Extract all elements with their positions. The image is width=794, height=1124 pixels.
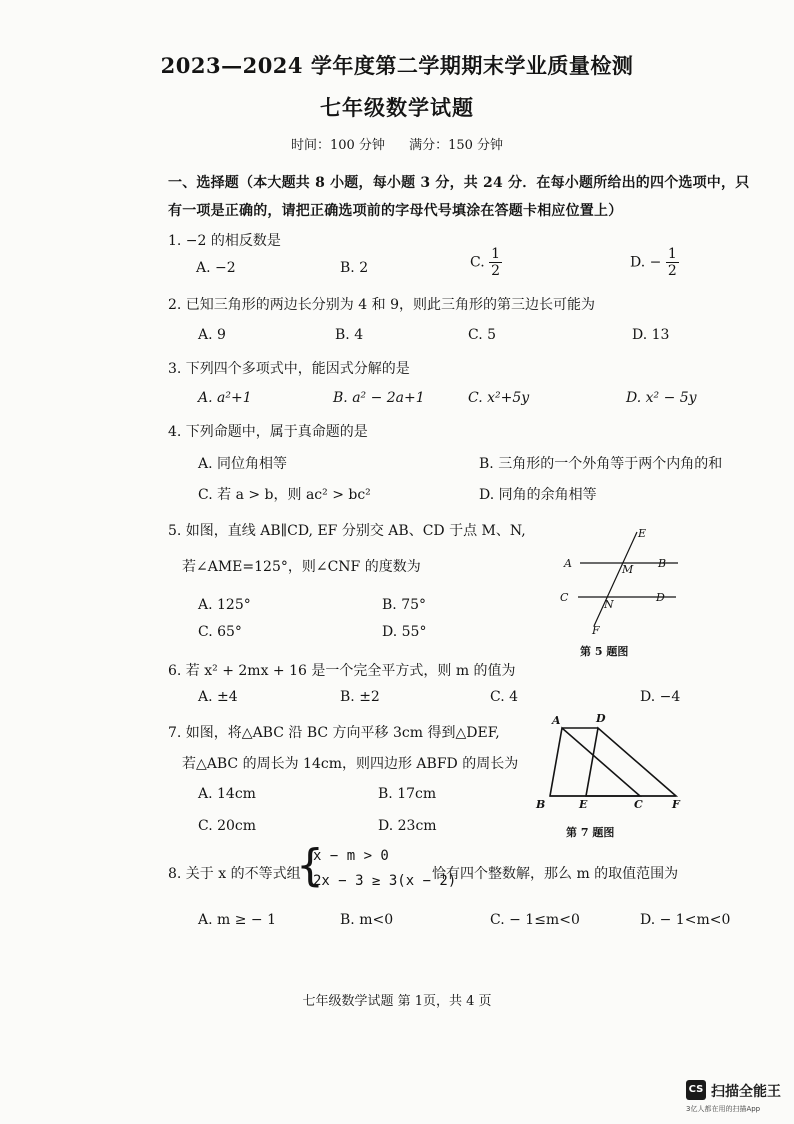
q8-option-c: C. − 1≤m<0 — [490, 912, 580, 928]
q7-option-d: D. 23cm — [378, 818, 437, 834]
q8-option-b: B. m<0 — [340, 912, 394, 928]
q7-triangle-def — [586, 728, 676, 796]
q1-option-c — [470, 246, 502, 279]
q2-option-b: B. 4 — [335, 327, 364, 343]
q5-label-m: M — [622, 563, 634, 576]
exam-time: 时间：100 分钟 — [290, 138, 385, 153]
section-heading-line1: 一、选择题（本大题共 8 小题，每小题 3 分，共 24 分．在每小题所给出的四个选项中，只 — [168, 175, 750, 191]
q1-c-numerator: 1 — [491, 246, 501, 262]
q1-d-denominator: 2 — [667, 263, 677, 279]
q5-label-e: E — [638, 527, 647, 540]
q1-option-b: B. 2 — [340, 260, 369, 276]
q2-option-d: D. 13 — [632, 327, 670, 343]
q7-figure — [532, 708, 692, 812]
q5-option-b: B. 75° — [382, 597, 427, 613]
q7-stem-line2: 若△ABC 的周长为 14cm，则四边形 ABFD 的周长为 — [182, 756, 519, 772]
q3-option-a: A. a²+1 — [198, 390, 252, 406]
q2-stem: 2. 已知三角形的两边长分别为 4 和 9，则此三角形的第三边长可能为 — [168, 297, 595, 313]
q8-option-a: A. m ≥ − 1 — [198, 912, 277, 928]
q7-label-b: B — [536, 798, 546, 811]
q2-option-a: A. 9 — [198, 327, 226, 343]
q7-label-d: D — [596, 712, 606, 725]
q5-label-n: N — [604, 598, 614, 611]
q5-option-d: D. 55° — [382, 624, 427, 640]
q1-option-d — [630, 246, 679, 279]
page-footer: 七年级数学试题 第 1页，共 4 页 — [302, 994, 492, 1009]
scanner-logo-tagline: 3亿人都在用的扫描App — [686, 1105, 761, 1113]
q1-stem: 1. −2 的相反数是 — [168, 233, 281, 249]
q5-stem-line1: 5. 如图，直线 AB∥CD, EF 分别交 AB、CD 于点 M、N, — [168, 523, 526, 539]
q7-triangle-abc — [550, 728, 640, 796]
q7-option-a: A. 14cm — [198, 786, 256, 802]
q1-option-d-label: D. − — [630, 254, 662, 271]
q8-stem-pre: 8. 关于 x 的不等式组 — [168, 866, 301, 882]
q2-option-c: C. 5 — [468, 327, 497, 343]
section-heading-line2: 有一项是正确的，请把正确选项前的字母代号填涂在答题卡相应位置上） — [168, 203, 623, 219]
q8-stem-post: 恰有四个整数解，那么 m 的取值范围为 — [432, 866, 679, 882]
q4-option-d: D. 同角的余角相等 — [479, 487, 597, 503]
q7-caption: 第 7 题图 — [566, 826, 615, 839]
scanner-logo-badge: CS — [686, 1080, 706, 1100]
q5-figure — [550, 522, 690, 640]
q4-option-c: C. 若 a > b，则 ac² > bc² — [198, 487, 371, 503]
q6-option-b: B. ±2 — [340, 689, 380, 705]
q6-option-d: D. −4 — [640, 689, 681, 705]
q3-option-b: B. a² − 2a+1 — [333, 390, 425, 406]
exam-subtitle: 七年级数学试题 — [320, 95, 474, 120]
q4-option-a: A. 同位角相等 — [198, 456, 288, 472]
q1-option-c-label: C. — [470, 254, 485, 271]
q6-option-c: C. 4 — [490, 689, 519, 705]
q5-stem-line2: 若∠AME=125°，则∠CNF 的度数为 — [182, 559, 421, 575]
q5-line-ef — [594, 532, 637, 626]
exam-meta — [0, 134, 794, 153]
exam-score: 满分：150 分钟 — [409, 138, 504, 153]
q8-option-d: D. − 1<m<0 — [640, 912, 731, 928]
q6-option-a: A. ±4 — [198, 689, 238, 705]
q5-label-b: B — [658, 557, 667, 570]
q7-label-e: E — [579, 798, 588, 811]
q1-c-denominator: 2 — [491, 263, 501, 279]
q3-option-d: D. x² − 5y — [626, 390, 697, 406]
q1-option-c-fraction — [489, 246, 502, 279]
q1-option-a: A. −2 — [196, 260, 236, 276]
q8-inequality-2: 2x − 3 ≥ 3(x − 2) — [313, 873, 457, 889]
q5-label-d: D — [656, 591, 665, 604]
exam-title: 2023—2024 学年度第二学期期末学业质量检测 — [160, 53, 634, 78]
q1-d-numerator: 1 — [667, 246, 677, 262]
q5-option-a: A. 125° — [198, 597, 251, 613]
q5-caption: 第 5 题图 — [580, 645, 629, 658]
q1-option-d-fraction — [666, 246, 679, 279]
scanner-logo-name: 扫描全能王 — [711, 1084, 781, 1100]
q7-option-c: C. 20cm — [198, 818, 257, 834]
q4-option-b: B. 三角形的一个外角等于两个内角的和 — [479, 456, 723, 472]
q6-stem: 6. 若 x² + 2mx + 16 是一个完全平方式，则 m 的值为 — [168, 663, 516, 679]
q7-label-c: C — [634, 798, 643, 811]
q5-option-c: C. 65° — [198, 624, 242, 640]
q5-label-c: C — [560, 591, 569, 604]
q8-inequality-1: x − m > 0 — [313, 848, 389, 864]
q8-brace: { — [296, 840, 324, 891]
q5-label-a: A — [564, 557, 572, 570]
q3-stem: 3. 下列四个多项式中，能因式分解的是 — [168, 361, 410, 377]
q5-label-f: F — [592, 624, 600, 637]
q7-label-f: F — [672, 798, 680, 811]
q4-stem: 4. 下列命题中，属于真命题的是 — [168, 424, 368, 440]
q7-stem-line1: 7. 如图，将△ABC 沿 BC 方向平移 3cm 得到△DEF, — [168, 725, 500, 741]
q7-option-b: B. 17cm — [378, 786, 437, 802]
q3-option-c: C. x²+5y — [468, 390, 530, 406]
q7-label-a: A — [552, 714, 561, 727]
